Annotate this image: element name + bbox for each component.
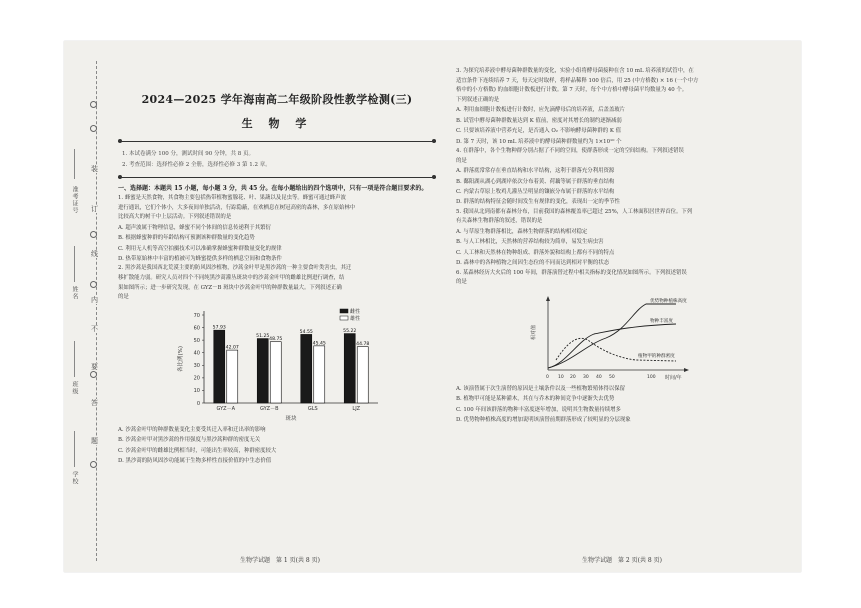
option-b: B. 根据蜂蜜种群的年龄结构可预测该种群数量的变化趋势 xyxy=(118,235,255,242)
binding-dashed-line xyxy=(96,61,97,561)
question-2-options xyxy=(118,425,436,467)
option-a: A. 与草原生物群落相比，森林生物群落的结构相对稳定 xyxy=(456,229,588,235)
option-a: A. 该演替属于次生演替的原因是土壤条件以及一些植物繁殖体得以保留 xyxy=(456,385,626,392)
binding-char: 不 xyxy=(91,325,98,333)
question-1-options xyxy=(118,223,436,265)
binding-blank xyxy=(74,341,75,377)
option-c: C. 沙蒿金叶甲的雌雄比例相当时，可能出生率较高，种群密度较大 xyxy=(118,447,277,454)
data-label-male: 48.75 xyxy=(269,336,283,342)
binding-hole xyxy=(90,231,97,238)
option-a: A. 超声波属于物理信息，蜂蜜不同个体间的信息传递利于其繁衍 xyxy=(118,224,271,231)
notes-rule xyxy=(118,177,436,178)
page-1 xyxy=(114,41,442,572)
exam-subject: 生 物 学 xyxy=(241,117,313,130)
legend-label-female: 雌性 xyxy=(350,308,361,315)
option-b: B. 鄱阳湖从湖心到湖岸依次分布着黄、荷藕等属于群落的垂直结构 xyxy=(456,178,615,185)
y-axis-arrow xyxy=(546,296,550,301)
question-4-options xyxy=(456,166,791,208)
bar-male xyxy=(270,341,281,402)
option-a: A. 沙蒿金叶甲的种群数量变化主要受其迁入率和迁出率的影响 xyxy=(118,426,266,433)
succession-chart-svg xyxy=(526,290,716,382)
note-line: 1. 本试卷满分 100 分，测试时间 90 分钟，共 8 页。 xyxy=(122,151,254,157)
question-stem-line: 有关森林生物群落的叙述，错误的是 xyxy=(456,218,543,225)
exam-paper xyxy=(64,41,801,572)
question-stem-line: 6. 某森林经历大火后的 100 年间，群落演替过程中相关指标的变化情况如图所示。下列叙述错误 xyxy=(456,269,687,276)
bar-female xyxy=(214,330,225,403)
question-stem-line: 2. 黑沙蒿是我国西北荒漠主要的防风固沙植物，沙蒿金叶甲是黑沙蒿的一种主要食叶类害虫，其迁 xyxy=(118,265,352,272)
x-axis-label: 斑块 xyxy=(285,415,297,422)
y-tick-label: 10 xyxy=(193,388,200,395)
binding-label-name: 姓名 xyxy=(71,286,78,300)
rule-dot xyxy=(432,139,436,143)
y-tick-label: 0 xyxy=(196,400,200,407)
binding-hole xyxy=(90,461,97,468)
question-stem-line: 的是 xyxy=(456,279,467,286)
x-tick-label: 30 xyxy=(583,374,589,380)
option-d: D. 黑沙蒿的防风固沙功能属于生物多样性直接价值的中生态价值 xyxy=(118,458,272,464)
bar-male xyxy=(357,346,368,402)
option-d: D. 第 7 天时，该 10 mL 培养液中的酵母菌种群数量约为 1×10¹⁰ 个 xyxy=(456,138,622,145)
option-a: A. 利用血细胞计数板进行计数时，应先滴酵母后的培养液，后盖盖玻片 xyxy=(456,107,626,114)
question-3 xyxy=(456,67,791,105)
y-tick-label: 20 xyxy=(193,375,200,382)
binding-blank xyxy=(74,431,75,467)
x-tick-label: 10 xyxy=(558,374,564,380)
y-tick-label: 70 xyxy=(193,312,200,319)
curve-label-species-richness: 物种丰富度 xyxy=(650,318,673,324)
question-4 xyxy=(456,147,791,166)
binding-blank xyxy=(74,246,75,282)
binding-blank xyxy=(74,149,75,179)
binding-char: 要 xyxy=(91,363,98,371)
y-tick-label: 40 xyxy=(193,350,200,357)
option-d: D. 优势物种植株高度的增加说明该演替前期群落形成了较明显的分层现象 xyxy=(456,417,631,424)
title-rule xyxy=(118,141,436,142)
rule-dot xyxy=(118,139,122,143)
binding-char: 装 xyxy=(91,165,98,173)
binding-label-exam-number: 准考证号 xyxy=(71,186,78,214)
question-stem-line: 的是 xyxy=(118,294,129,301)
succession-chart xyxy=(526,290,716,382)
x-tick-label: GYZ－A xyxy=(216,405,236,412)
option-d: D. 群落的结构特征会随时间发生有规律的变化，表现出一定的季节性 xyxy=(456,199,620,206)
question-5-options xyxy=(456,227,791,269)
option-b: B. 沙蒿金叶甲对黑沙蒿的作用强度与黑沙蒿种群的密度无关 xyxy=(118,437,261,444)
page-1-footer: 生物学试题 第 1 页(共 8 页) xyxy=(240,557,320,564)
binding-label-school: 学校 xyxy=(71,471,78,485)
question-6-options xyxy=(456,384,791,426)
question-1 xyxy=(118,194,436,223)
section-heading: 一、选择题：本题共 15 小题，每小题 3 分，共 45 分。在每小题给出的四个选项中，只有一项是符合题目要求的。 xyxy=(118,185,428,192)
binding-margin xyxy=(64,41,114,572)
option-c: C. 内蒙古草原上牧鸡儿灌丛呈明显的镶嵌分布属于群落的水平结构 xyxy=(456,189,615,195)
question-stem-line: 格中的小方格数) 的血细胞计数板进行计数。第 7 天时，每个中方格中酵母菌平均数量为 40 个。 xyxy=(456,87,688,94)
binding-hole xyxy=(90,281,97,288)
question-5 xyxy=(456,208,791,227)
binding-char: 题 xyxy=(91,437,98,445)
option-a: A. 群落底常常存在垂直结构和水平结构，这利于群落充分利用资源 xyxy=(456,168,615,175)
x-axis-label: 时间/年 xyxy=(665,374,682,381)
bar-male xyxy=(227,350,238,403)
y-axis-label: 各比例(%) xyxy=(178,345,184,372)
question-stem-line: 进行通讯，它们个体小，大多夜间单独活动，行踪隐蔽，在欢栖息在树冠高密的森林，多在原始林中 xyxy=(118,204,356,211)
question-stem-line: 比较高大的树干中上层活动。下列叙述错误的是 xyxy=(118,214,232,221)
x-tick-label: GYZ－B xyxy=(259,405,279,412)
bar-female xyxy=(344,333,355,402)
page-2 xyxy=(450,41,795,572)
x-tick-label: 40 xyxy=(596,374,602,380)
curve-label-plant-a-density: 植物甲的种群密度 xyxy=(638,353,675,359)
question-stem-line: 1. 蜂蜜是天然食物，其食物主要包括热带植物蜜腺花、叶、果蔬以及昆虫等。蜂蜜可通过蜂声波 xyxy=(118,195,346,201)
binding-char: 线 xyxy=(91,250,98,258)
rule-dot xyxy=(432,175,436,179)
legend-label-male: 雄性 xyxy=(350,315,361,322)
page-2-footer: 生物学试题 第 2 页(共 8 页) xyxy=(582,557,662,564)
question-stem-line: 4. 在群落中，各个生物种群分别占据了不同的空间，使群落形成一定的空间结构。下列叙述错误 xyxy=(456,148,684,154)
binding-char: 订 xyxy=(91,205,98,213)
x-tick-label: 50 xyxy=(609,374,615,380)
question-3-options xyxy=(456,105,791,147)
question-stem-line: 移扩散能力弱。研究人员对四个不同纯黑沙蒿灌丛斑块中的沙蒿金叶甲的雌雄比例进行调查，结 xyxy=(118,275,345,281)
sex-ratio-chart-svg xyxy=(168,305,388,423)
x-tick-label: LJZ xyxy=(352,405,361,412)
data-label-female: 51.25 xyxy=(256,333,270,339)
bar-female xyxy=(257,338,268,402)
binding-hole xyxy=(90,125,97,132)
y-tick-label: 50 xyxy=(193,337,200,344)
option-c: C. 利用无人机等高空拍摄技术可以准确掌握蜂蜜种群数量变化的规律 xyxy=(118,245,282,252)
sex-ratio-chart xyxy=(168,305,388,423)
question-stem-line: 的是 xyxy=(456,157,467,164)
data-label-female: 57.93 xyxy=(212,325,226,331)
data-label-male: 44.78 xyxy=(356,341,370,347)
y-tick-label: 60 xyxy=(193,325,200,332)
x-tick-label: 20 xyxy=(570,374,576,380)
option-b: B. 与人工林相比，天然林的营养结构较为简单，易发生病虫害 xyxy=(456,239,604,246)
y-tick-label: 30 xyxy=(193,362,200,369)
data-label-female: 55.22 xyxy=(343,328,357,334)
x-tick-label: GLS xyxy=(307,405,318,412)
exam-notes xyxy=(118,149,436,171)
question-stem-line: 下列叙述正确的是 xyxy=(456,96,500,103)
question-stem-line: 果如图所示；进一步研究发现，在 GYZ－B 斑块中沙蒿金叶甲的种群数量最大。下列叙述正确 xyxy=(118,284,342,291)
curve-label-dominant-height: 优势物种植株高度 xyxy=(650,298,687,304)
option-d: D. 森林中的各种植物之间因生态位的不同而达到相对平衡的状态 xyxy=(456,260,610,267)
option-c: C. 100 年间该群落的物种丰富度逐年增加，说明其生物数量持续增多 xyxy=(456,406,621,413)
bar-female xyxy=(301,334,312,403)
data-label-male: 45.45 xyxy=(312,341,326,347)
question-stem-line: 5. 我国从北到南都有森林分布，目前我国的森林覆盖率已超过 25%，人工林面积居世界首位。下列 xyxy=(456,208,693,215)
legend-swatch-male xyxy=(340,316,348,320)
option-c: C. 只要该培养液中营养充足，是否通入 O₂ 不影响酵母菌种群的 K 值 xyxy=(456,128,621,135)
y-axis-label: 相对值 xyxy=(531,324,537,340)
legend-swatch-female xyxy=(340,309,348,313)
rule-dot xyxy=(118,175,122,179)
data-label-female: 54.55 xyxy=(299,329,313,335)
note-line: 2. 考查范围：选择性必修 2 全册，选择性必修 3 第 1.2 章。 xyxy=(122,162,271,168)
binding-char: 答 xyxy=(91,399,98,407)
option-b: B. 植物甲可能是某种灌木，其在与乔木的种间竞争中逐渐失去优势 xyxy=(456,396,615,403)
binding-char: 内 xyxy=(91,296,98,304)
option-b: B. 试管中酵母菌种群数量达到 K 值前，密度对其增长的制约逐渐减弱 xyxy=(456,117,622,124)
x-tick-label: 100 xyxy=(647,374,656,380)
exam-title: 2024—2025 学年海南高二年级阶段性教学检测(三) xyxy=(141,93,413,106)
question-6 xyxy=(456,269,791,288)
question-stem-line: 3. 为探究培养液中酵母菌种群数量的变化，实验小组将酵母菌接种在含 10 mL 培养液的试管中，在 xyxy=(456,68,694,74)
data-label-male: 42.07 xyxy=(225,345,239,351)
question-2 xyxy=(118,264,436,302)
option-d: D. 热带原始林中丰富的植被可为蜂蜜提供多样的栖息空间和食物条件 xyxy=(118,256,282,262)
binding-label-class: 班级 xyxy=(71,381,78,395)
bar-male xyxy=(314,346,325,403)
binding-hole xyxy=(90,371,97,378)
x-tick-label: 0 xyxy=(546,374,549,380)
x-axis-arrow xyxy=(684,368,689,372)
binding-hole xyxy=(90,101,97,108)
option-c: C. 人工林和天然林在物种组成、群落外貌和结构上都有不同的特点 xyxy=(456,249,615,256)
question-stem-line: 适宜条件下连续培养 7 天，每天定时取样，将样品稀释 100 倍后，用 25 (中方格数) × 16 (一个中方 xyxy=(456,77,699,84)
